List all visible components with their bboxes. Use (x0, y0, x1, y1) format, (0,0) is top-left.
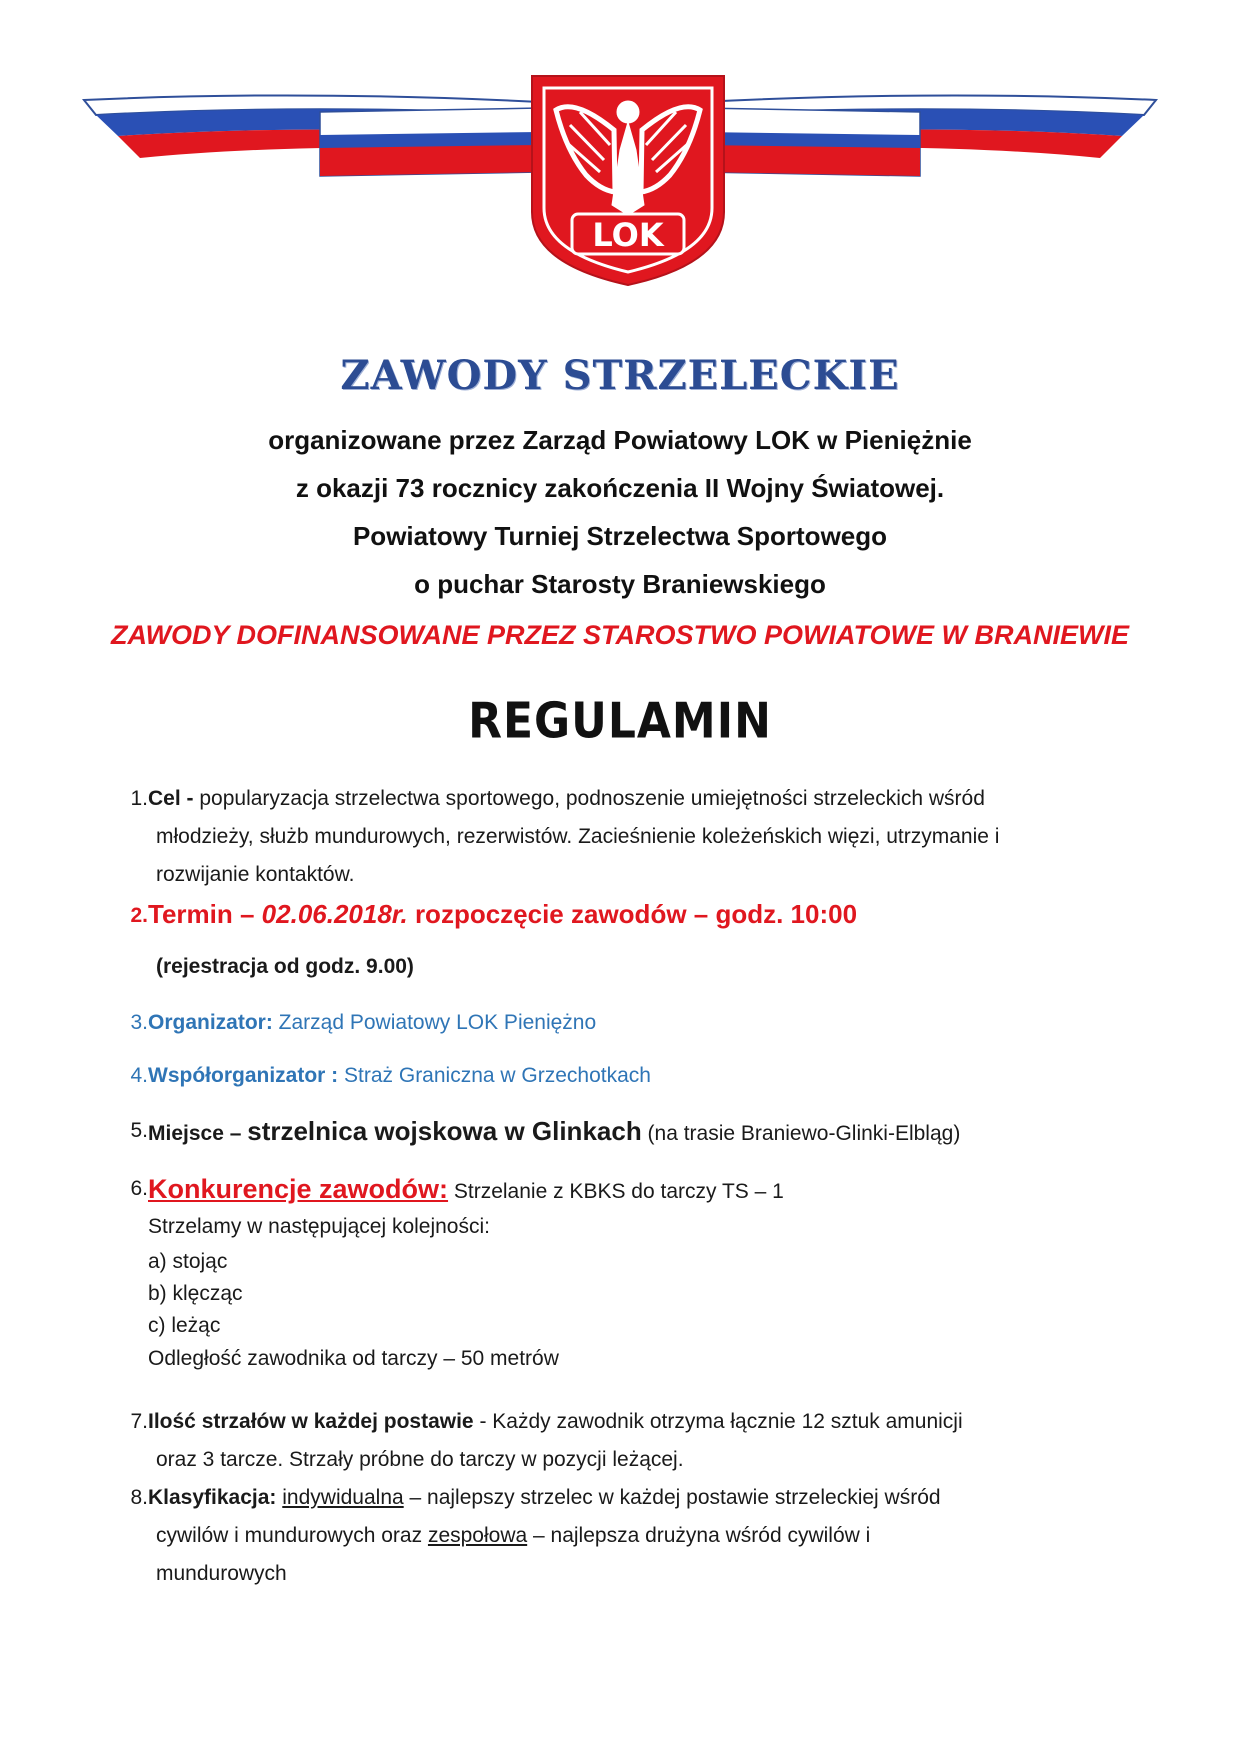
registration-note: (rejestracja od godz. 9.00) (156, 955, 414, 978)
logo-text: LOK (592, 216, 664, 254)
position-b: b) klęcząc (148, 1282, 243, 1305)
item-text-line-1: - Każdy zawodnik otrzyma łącznie 12 sztuk amunicji (473, 1410, 963, 1433)
item-label: Klasyfikacja: (148, 1486, 277, 1509)
item-number: 5. (130, 1119, 148, 1142)
organizer-value: Zarząd Powiatowy LOK Pieniężno (272, 1011, 597, 1034)
flag-ribbon-right (700, 95, 1156, 176)
flag-ribbon-left (84, 95, 540, 176)
distance-text: Odległość zawodnika od tarczy – 50 metrów (148, 1347, 559, 1370)
event-date: 02.06.2018r. (261, 899, 408, 929)
venue-route: (na trasie Braniewo-Glinki-Elbląg) (641, 1122, 961, 1145)
subtitle-line-2: z okazji 73 rocznicy zakończenia II Wojny Światowej. (295, 473, 945, 503)
item-text-4: mundurowych (156, 1562, 287, 1585)
item-number: 8. (130, 1486, 148, 1509)
page-title: ZAWODY STRZELECKIE (340, 352, 900, 399)
item-number: 3. (130, 1011, 148, 1034)
item-text-line-1: popularyzacja strzelectwa sportowego, podnoszenie umiejętności strzeleckich wśród (199, 787, 985, 810)
start-time-text: rozpoczęcie zawodów – godz. 10:00 (407, 899, 858, 929)
subtitle-line-3: Powiatowy Turniej Strzelectwa Sportowego (352, 521, 888, 551)
subtitle-line-4: o puchar Starosty Braniewskiego (414, 569, 826, 599)
item-text-3: – najlepsza drużyna wśród cywilów i (527, 1524, 871, 1547)
item-label: Cel (148, 787, 181, 810)
item-number: 1. (130, 787, 148, 810)
item-number: 2. (130, 904, 148, 927)
item-text-line-2: młodzieży, służb mundurowych, rezerwistów. Zacieśnienie koleżeńskich więzi, utrzymanie i (156, 825, 1000, 848)
section-title: REGULAMIN (468, 692, 772, 751)
item-text-line-3: rozwijanie kontaktów. (156, 863, 355, 886)
competition-value: Strzelanie z KBKS do tarczy TS – 1 (448, 1180, 784, 1203)
item-label: Ilość strzałów w każdej postawie (148, 1410, 474, 1433)
item-text-2: cywilów i mundurowych oraz (156, 1524, 428, 1547)
lok-emblem (532, 76, 724, 285)
item-text-line-2: oraz 3 tarcze. Strzały próbne do tarczy w pozycji leżącej. (156, 1448, 684, 1471)
item-number: 6. (130, 1177, 148, 1200)
position-a: a) stojąc (148, 1250, 228, 1273)
item-separator: - (180, 787, 200, 810)
item-label: Termin – (148, 899, 262, 929)
subtitle-line-1: organizowane przez Zarząd Powiatowy LOK w Pieniężnie (268, 425, 972, 455)
team-classification: zespołowa (427, 1524, 528, 1547)
item-number: 4. (130, 1064, 148, 1087)
individual-classification: indywidualna (282, 1486, 404, 1509)
position-c: c) leżąc (148, 1314, 221, 1337)
item-label: Współorganizator : (148, 1064, 339, 1087)
header-banner (0, 0, 1240, 300)
venue-name: strzelnica wojskowa w Glinkach (247, 1116, 642, 1146)
order-text: Strzelamy w następującej kolejności: (148, 1215, 490, 1238)
funding-notice: ZAWODY DOFINANSOWANE PRZEZ STAROSTWO POWIATOWE W BRANIEWIE (111, 620, 1129, 650)
item-text-1: – najlepszy strzelec w każdej postawie strzeleckiej wśród (403, 1486, 941, 1509)
item-label: Konkurencje zawodów: (148, 1174, 449, 1204)
item-label: Organizator: (148, 1011, 273, 1034)
item-label: Miejsce – (148, 1122, 248, 1145)
co-organizer-value: Straż Graniczna w Grzechotkach (338, 1064, 651, 1087)
item-number: 7. (130, 1410, 148, 1433)
